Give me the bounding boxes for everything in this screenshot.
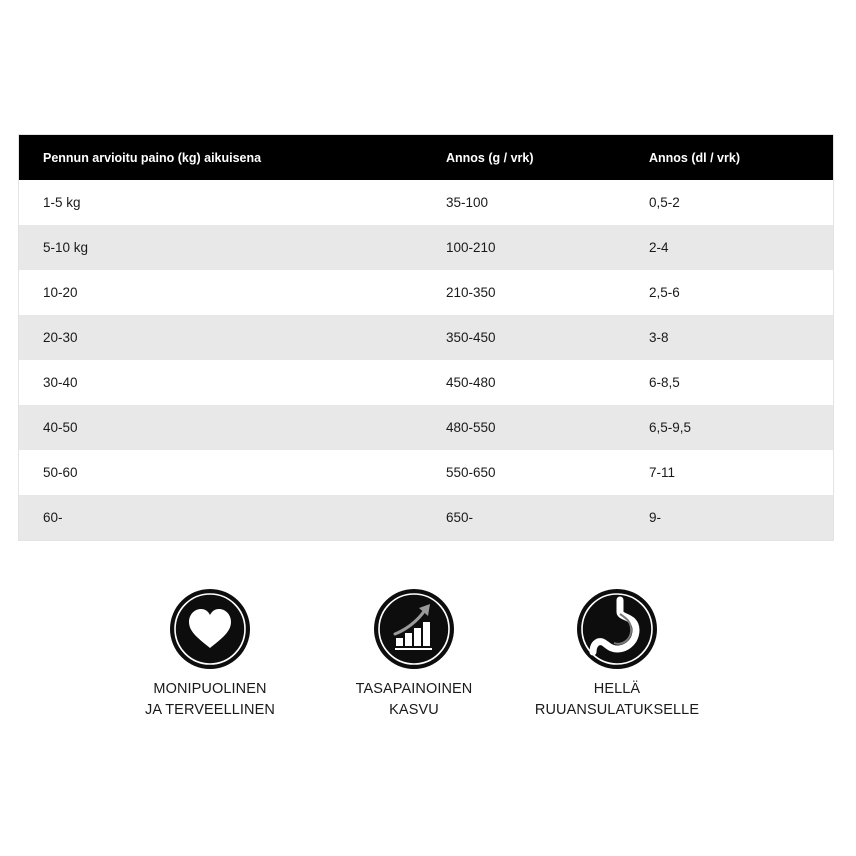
header-weight: Pennun arvioitu paino (kg) aikuisena — [43, 150, 262, 165]
cell-grams: 550-650 — [446, 465, 496, 480]
cell-weight: 60- — [43, 510, 63, 525]
benefit-gentle-digestion — [527, 588, 707, 721]
cell-dl: 2,5-6 — [649, 285, 680, 300]
cell-grams: 210-350 — [446, 285, 496, 300]
cell-grams: 650- — [446, 510, 474, 525]
table-row — [19, 495, 834, 541]
cell-weight: 1-5 kg — [43, 195, 81, 210]
heart-icon — [169, 588, 251, 670]
table-row — [19, 360, 834, 405]
cell-grams: 35-100 — [446, 195, 489, 210]
table-row — [19, 180, 834, 225]
growth-chart-icon — [373, 588, 455, 670]
table-row — [19, 225, 834, 270]
cell-weight: 30-40 — [43, 375, 78, 390]
cell-weight: 40-50 — [43, 420, 78, 435]
benefit-label-line1: TASAPAINOINEN — [355, 681, 473, 697]
cell-dl: 6,5-9,5 — [649, 420, 692, 435]
table-row — [19, 270, 834, 315]
header-grams-per-day: Annos (g / vrk) — [446, 150, 534, 165]
benefit-label-line2: KASVU — [389, 702, 439, 718]
stomach-icon — [576, 588, 658, 670]
cell-weight: 10-20 — [43, 285, 78, 300]
benefit-varied-healthy — [120, 588, 300, 721]
benefit-label-line1: MONIPUOLINEN — [153, 681, 267, 697]
cell-dl: 2-4 — [649, 240, 669, 255]
cell-dl: 0,5-2 — [649, 195, 680, 210]
table-row — [19, 315, 834, 360]
cell-dl: 7-11 — [649, 465, 676, 480]
table-row — [19, 450, 834, 495]
cell-weight: 5-10 kg — [43, 240, 89, 255]
table-header-row — [19, 135, 834, 181]
cell-grams: 350-450 — [446, 330, 496, 345]
benefit-balanced-growth — [324, 588, 504, 721]
cell-dl: 9- — [649, 510, 662, 525]
header-dl-per-day: Annos (dl / vrk) — [649, 150, 740, 165]
benefit-label-line2: JA TERVEELLINEN — [145, 702, 275, 718]
cell-grams: 480-550 — [446, 420, 496, 435]
table-row — [19, 405, 834, 450]
cell-dl: 6-8,5 — [649, 375, 680, 390]
cell-grams: 450-480 — [446, 375, 496, 390]
cell-grams: 100-210 — [446, 240, 496, 255]
benefits-row — [0, 588, 856, 728]
cell-weight: 50-60 — [43, 465, 78, 480]
cell-weight: 20-30 — [43, 330, 78, 345]
cell-dl: 3-8 — [649, 330, 669, 345]
benefit-label-line2: RUUANSULATUKSELLE — [534, 702, 700, 718]
feeding-table — [18, 134, 834, 541]
benefit-label — [324, 679, 504, 721]
benefit-label-line1: HELLÄ — [593, 681, 641, 697]
benefit-label — [527, 679, 707, 721]
benefit-label — [120, 679, 300, 721]
